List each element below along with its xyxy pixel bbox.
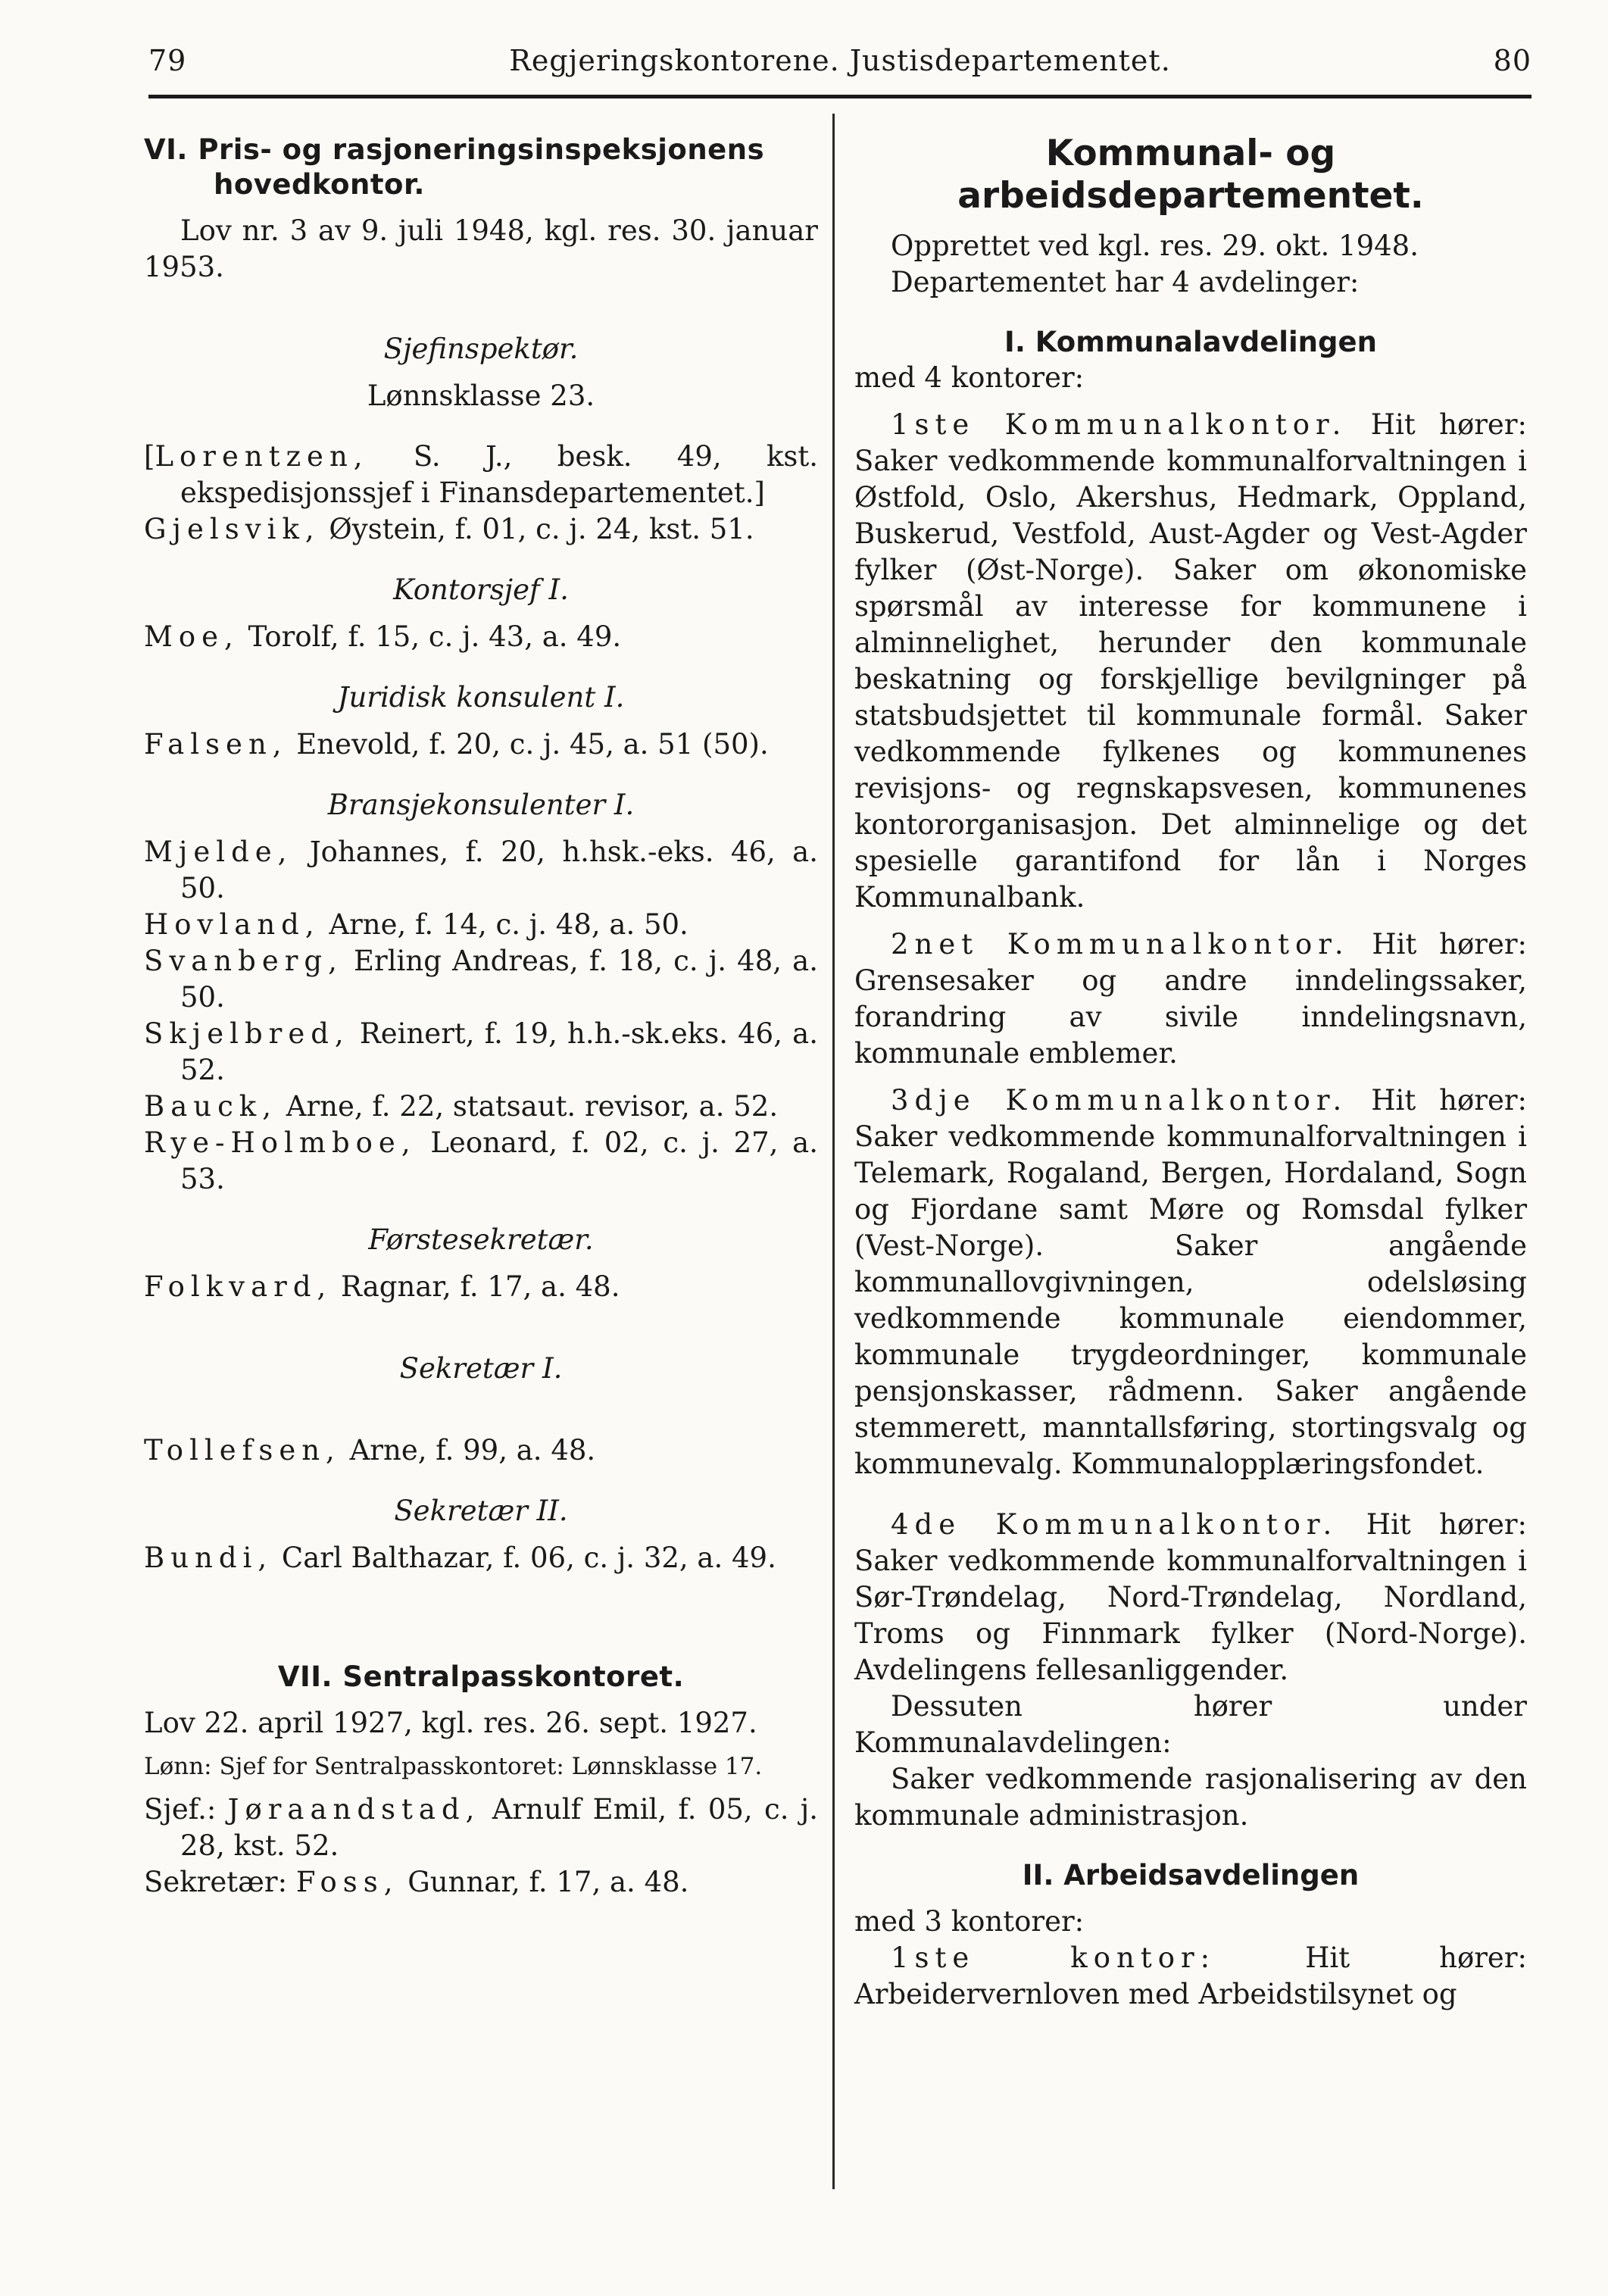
role-heading: Kontorsjef I.: [393, 573, 569, 606]
staff-name: Mjelde,: [144, 836, 293, 868]
salary-class: Lønnsklasse 23.: [367, 380, 595, 412]
law-reference: Lov nr. 3 av 9. juli 1948, kgl. res. 30. januar 1953.: [144, 214, 818, 283]
staff-name: Skjelbred,: [144, 1017, 350, 1050]
staff-entry: Skjelbred, Reinert, f. 19, h.h.-sk.eks. 46, a. 52.: [144, 1017, 818, 1086]
office-paragraph: 3dje Kommunalkontor. Hit hører: Saker vedkommende kommunalforvaltningen i Telemark, Rogaland, Bergen, Hordaland, Sogn og Fjordane samt Møre og Romsdal fylker (Vest-Norge). Saker angående kommunallovgivningen, odelsløsing vedkommende kommunale eiendommer, kommunale trygdeordninger, kommunale pensjonskasser, rådmenn. Saker angående stemmerett, manntallsføring, stortingsvalg og kommunevalg. Kommunalopplæringsfondet.: [854, 1084, 1527, 1480]
section-heading-vii: VII. Sentralpasskontoret.: [277, 1660, 685, 1693]
page-number-right: 80: [1493, 44, 1532, 77]
division-subtitle: med 4 kontorer:: [854, 361, 1085, 394]
department-divisions: Departementet har 4 avdelinger:: [891, 266, 1360, 298]
office-name: 4de Kommunalkontor.: [891, 1508, 1338, 1541]
staff-name: Falsen,: [144, 728, 288, 761]
role-heading: Førstesekretær.: [368, 1223, 594, 1256]
role-heading: Sekretær I.: [399, 1352, 563, 1385]
additional-matters: Saker vedkommende rasjonalisering av den kommunale administrasjon.: [854, 1763, 1527, 1832]
staff-entry: Falsen, Enevold, f. 20, c. j. 45, a. 51 (50).: [144, 728, 769, 761]
additional-note: Dessuten hører under Kommunalavdelingen:: [854, 1690, 1527, 1759]
department-title: Kommunal- og arbeidsdepartementet.: [957, 133, 1424, 217]
staff-name: Lorentzen,: [155, 440, 369, 473]
staff-entry: Sjef.: Jøraandstad, Arnulf Emil, f. 05, c. j. 28, kst. 52.: [144, 1793, 818, 1862]
staff-name: Bundi,: [144, 1542, 273, 1574]
staff-name: Rye-Holmboe,: [144, 1126, 417, 1159]
staff-entry: Svanberg, Erling Andreas, f. 18, c. j. 48, a. 50.: [144, 945, 818, 1014]
office-name: 2net Kommunalkontor.: [891, 928, 1350, 961]
staff-entry: Sekretær: Foss, Gunnar, f. 17, a. 48.: [144, 1866, 689, 1898]
division-subtitle: med 3 kontorer:: [854, 1905, 1085, 1938]
page-number-left: 79: [148, 44, 187, 77]
staff-name: Foss,: [295, 1866, 399, 1898]
header-rule: [148, 95, 1532, 98]
office-paragraph: 1ste kontor: Hit hører: Arbeidervernloven med Arbeidstilsynet og: [854, 1941, 1527, 2010]
staff-name: Gjelsvik,: [144, 513, 320, 545]
role-heading: Sekretær II.: [394, 1495, 568, 1527]
staff-entry: Tollefsen, Arne, f. 99, a. 48.: [144, 1434, 596, 1467]
role-heading: Sjefinspektør.: [383, 333, 579, 365]
role-heading: Juridisk konsulent I.: [337, 681, 625, 714]
staff-entry: Hovland, Arne, f. 14, c. j. 48, a. 50.: [144, 908, 688, 941]
right-column: [854, 133, 1527, 2013]
office-paragraph: 1ste Kommunalkontor. Hit hører: Saker vedkommende kommunalforvaltningen i Østfold, Oslo, Akershus, Hedmark, Oppland, Buskerud, Vestfold, Aust-Agder og Vest-Agder fylker (Øst-Norge). Saker om økonomiske spørsmål av interesse for kommunene i alminnelighet, herunder den kommunale beskatning og forskjellige bevilgninger på statsbudsjettet til kommunale formål. Saker vedkommende fylkenes og kommunenes revisjons- og regnskapsvesen, kommunenes kontororganisasjon. Det alminnelige og det spesielle garantifond for lån i Norges Kommunalbank.: [854, 408, 1527, 914]
role-heading: Bransjekonsulenter I.: [327, 789, 635, 821]
page-header: [148, 44, 1532, 89]
office-name: 1ste Kommunalkontor.: [891, 408, 1347, 441]
staff-entry: Bauck, Arne, f. 22, statsaut. revisor, a. 52.: [144, 1090, 779, 1123]
column-divider: [832, 114, 835, 2189]
staff-entry: Rye-Holmboe, Leonard, f. 02, c. j. 27, a. 53.: [144, 1126, 818, 1195]
staff-name: Moe,: [144, 620, 239, 653]
left-column: [144, 133, 818, 1901]
staff-name: Tollefsen,: [144, 1434, 341, 1467]
staff-entry: Folkvard, Ragnar, f. 17, a. 48.: [144, 1270, 620, 1303]
staff-entry: Moe, Torolf, f. 15, c. j. 43, a. 49.: [144, 620, 622, 653]
staff-name: Svanberg,: [144, 945, 343, 977]
division-heading-ii: II. Arbeidsavdelingen: [1022, 1859, 1360, 1891]
section-heading-vi: VI. Pris- og rasjoneringsinspeksjonens hovedkontor.: [144, 133, 765, 201]
department-established: Opprettet ved kgl. res. 29. okt. 1948.: [891, 230, 1419, 262]
staff-name: Folkvard,: [144, 1270, 333, 1303]
staff-entry: Mjelde, Johannes, f. 20, h.hsk.-eks. 46, a. 50.: [144, 836, 818, 904]
division-heading-i: I. Kommunalavdelingen: [1004, 326, 1377, 358]
staff-entry: Gjelsvik, Øystein, f. 01, c. j. 24, kst. 51.: [144, 513, 754, 545]
staff-entry: Bundi, Carl Balthazar, f. 06, c. j. 32, a. 49.: [144, 1542, 776, 1574]
law-reference: Lov 22. april 1927, kgl. res. 26. sept. 1927.: [144, 1707, 757, 1739]
running-title: Regjeringskontorene. Justisdepartementet.: [509, 44, 1171, 77]
office-name: 3dje Kommunalkontor.: [891, 1084, 1348, 1117]
staff-name: Jøraandstad,: [227, 1793, 481, 1826]
office-name: 1ste kontor:: [891, 1941, 1216, 1974]
staff-name: Hovland,: [144, 908, 320, 941]
salary-note: Lønn: Sjef for Sentralpasskontoret: Lønnsklasse 17.: [144, 1753, 763, 1780]
staff-entry: [Lorentzen, S. J., besk. 49, kst. ekspedisjonssjef i Finansdepartementet.]: [144, 440, 818, 509]
staff-name: Bauck,: [144, 1090, 277, 1123]
office-paragraph: 4de Kommunalkontor. Hit hører: Saker vedkommende kommunalforvaltningen i Sør-Trøndelag, Nord-Trøndelag, Nordland, Troms og Finnmark fylker (Nord-Norge). Avdelingens fellesanliggender.: [854, 1508, 1527, 1686]
office-paragraph: 2net Kommunalkontor. Hit hører: Grensesaker og andre inndelingssaker, forandring av sivile inndelingsnavn, kommunale emblemer.: [854, 928, 1527, 1070]
